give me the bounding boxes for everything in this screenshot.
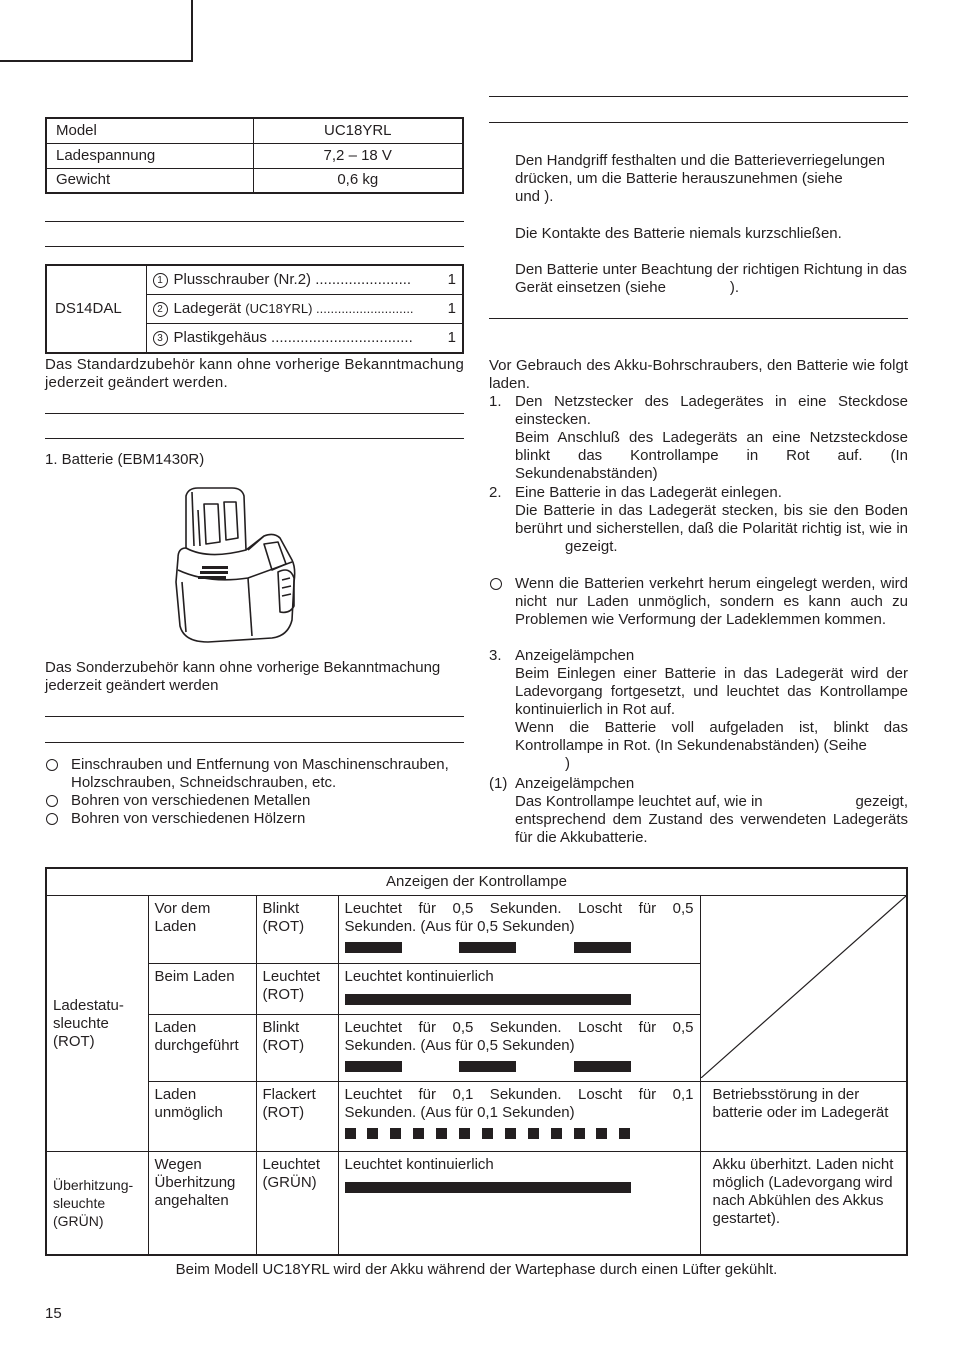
spec-value: 0,6 kg (253, 168, 463, 193)
step-number: 2. (489, 484, 502, 501)
optional-accessories-note: Das Sonderzubehör kann ohne vorherige Bekanntmachung jederzeit geändert werden (45, 659, 441, 694)
battery-illustration (168, 486, 304, 646)
application-item: Einschrauben und Entfernung von Maschinenschrauben, Holzschrauben, Schneidschrauben, etc. (45, 756, 467, 792)
charging-intro: Vor Gebrauch des Akku-Bohrschraubers, den Batterie wie folgt laden. (489, 357, 908, 392)
lamp-mode: Flackert (ROT) (256, 1082, 338, 1152)
lamp-mode: Blinkt (ROT) (256, 1015, 338, 1082)
spec-row-model (46, 118, 463, 143)
step-3: Anzeigelämpchen Beim Einlegen einer Batterie in das Ladegerät wird der Ladevorgang fortgesetzt, und leuchtet das Kontrollampe kontinuierlich in Rot auf. Wenn die Batterie voll aufgeladen ist, blinkt das Kontrollampe in Rot. (In Sekundenabständen) (Seihe ) (515, 647, 908, 772)
bullet-icon (490, 578, 502, 590)
empty-note-cell (700, 896, 907, 1082)
lamp-state: Vor dem Laden (148, 896, 256, 964)
lamp-state: Beim Laden (148, 964, 256, 1015)
step-number: 1. (489, 393, 502, 410)
step-4: Anzeigelämpchen Das Kontrollampe leuchtet auf, wie in gezeigt, entsprechend dem Zustand des verwendeten Ladegeräts für die Akkubatterie. (515, 775, 908, 846)
accessory-item (147, 295, 463, 323)
step-number: 3. (489, 647, 502, 664)
spec-label: Ladespannung (46, 143, 253, 168)
applications-list (45, 756, 467, 828)
optional-accessory-item: 1. Batterie (EBM1430R) (45, 451, 205, 468)
spec-row-weight (46, 168, 463, 193)
lamp-note: Akku überhitzt. Laden nicht möglich (Ladevorgang wird nach Abkühlen des Akkus gestartet). (700, 1152, 907, 1255)
accessory-qty: 1 (447, 300, 456, 317)
circled-number: 2 (153, 302, 168, 317)
circled-number: 1 (153, 273, 168, 288)
page-corner-tab (0, 0, 193, 62)
accessory-model: DS14DAL (46, 265, 146, 353)
lamp-desc-cell: Leuchtet kontinuierlich (338, 1152, 700, 1255)
spec-value: 7,2 – 18 V (253, 143, 463, 168)
lamp-mode: Blinkt (ROT) (256, 896, 338, 964)
lamp-note: Betriebsstörung in der batterie oder im Ladegerät (700, 1082, 907, 1152)
lamp-desc-cell: Leuchtet kontinuierlich (338, 964, 700, 1015)
accessory-model-ref: (UC18YRL) ........................... (245, 301, 414, 316)
flicker-pattern (345, 1128, 631, 1139)
step-2: Eine Batterie in das Ladegerät einlegen. Die Batterie in das Ladegerät stecken, bis sie den Boden berührt und sicherstellen, daß die Polarität richtig ist, wie ingezeigt. (515, 484, 908, 555)
section-rule (45, 221, 464, 222)
lamp-desc-cell: Leuchtet für 0,5 Sekunden. Loscht für 0,5 Sekunden. (Aus für 0,5 Sekunden) (338, 1015, 700, 1082)
accessory-name: Plusschrauber (Nr.2) ....................... (173, 271, 412, 288)
section-rule (45, 413, 464, 414)
accessory-item (147, 266, 463, 294)
lamp-mode: Leuchtet (ROT) (256, 964, 338, 1015)
lamp-group-overheat: Überhitzung- sleuchte (GRÜN) (46, 1152, 148, 1255)
blink-pattern-slow (345, 942, 631, 953)
bullet-icon (46, 813, 58, 825)
lamp-state: Laden unmöglich (148, 1082, 256, 1152)
spec-label: Model (46, 118, 253, 143)
section-rule (489, 122, 908, 123)
section-rule (45, 716, 464, 717)
bullet-icon (46, 795, 58, 807)
bullet-icon (46, 759, 58, 771)
section-rule (45, 246, 464, 247)
lamp-table-title: Anzeigen der Kontrollampe (46, 868, 907, 896)
step-1: Den Netzstecker des Ladegerätes in eine Steckdose einstecken. Beim Anschluß des Ladegeräts an eine Netzsteckdose blinkt das Kontrollampe in Rot auf. (In Sekundenabständen) (515, 393, 908, 482)
battery-removal-p1: Den Handgriff festhalten und die Batterieverriegelungen drücken, um die Batterie herauszunehmen (siehe und ). (515, 152, 885, 205)
steady-pattern (345, 1180, 694, 1198)
accessory-qty: 1 (447, 329, 456, 346)
circled-number: 3 (153, 331, 168, 346)
page-number: 15 (45, 1305, 62, 1322)
lamp-desc-cell: Leuchtet für 0,5 Sekunden. Loscht für 0,5 Sekunden. (Aus für 0,5 Sekunden) (338, 896, 700, 964)
section-rule (45, 742, 464, 743)
accessory-name: Ladegerät (173, 300, 242, 317)
diagonal-strike (701, 896, 906, 1078)
spec-label: Gewicht (46, 168, 253, 193)
accessory-qty: 1 (447, 271, 456, 288)
battery-removal-p3: Den Batterie unter Beachtung der richtigen Richtung in das Gerät einsetzen (siehe ). (515, 261, 907, 296)
accessory-item (147, 324, 463, 352)
battery-removal-p2: Die Kontakte des Batterie niemals kurzschließen. (515, 225, 842, 242)
step-number: (1) (489, 775, 508, 792)
lamp-group-charge: Ladestatu- sleuchte (ROT) (46, 896, 148, 1152)
application-item: Bohren von verschiedenen Metallen (45, 792, 467, 810)
lamp-state: Wegen Überhitzung angehalten (148, 1152, 256, 1255)
standard-accessories-note: Das Standardzubehör kann ohne vorherige Bekanntmachung jederzeit geändert werden. (45, 356, 464, 391)
standard-accessories-table (45, 264, 464, 354)
spec-table (45, 117, 464, 194)
blink-pattern-slow (345, 1061, 631, 1072)
warning-note: Wenn die Batterien verkehrt herum eingelegt werden, wird nicht nur Laden unmöglich, sondern es kann auch zu Problemen wie Verformung der Ladeklemmen kommen. (489, 575, 908, 629)
lamp-indicator-table (45, 867, 908, 1256)
section-rule (45, 438, 464, 439)
application-item: Bohren von verschiedenen Hölzern (45, 810, 467, 828)
spec-row-voltage (46, 143, 463, 168)
lamp-state: Laden durchgeführt (148, 1015, 256, 1082)
footer-note: Beim Modell UC18YRL wird der Akku während der Wartephase durch einen Lüfter gekühlt. (175, 1261, 778, 1278)
steady-pattern (345, 992, 694, 1010)
section-rule (489, 318, 908, 319)
section-rule (489, 96, 908, 97)
lamp-desc-cell: Leuchtet für 0,1 Sekunden. Loscht für 0,1 Sekunden. (Aus für 0,1 Sekunden) (338, 1082, 700, 1152)
accessory-name: Plastikgehäus .................................. (173, 329, 413, 346)
spec-value: UC18YRL (253, 118, 463, 143)
lamp-mode: Leuchtet (GRÜN) (256, 1152, 338, 1255)
